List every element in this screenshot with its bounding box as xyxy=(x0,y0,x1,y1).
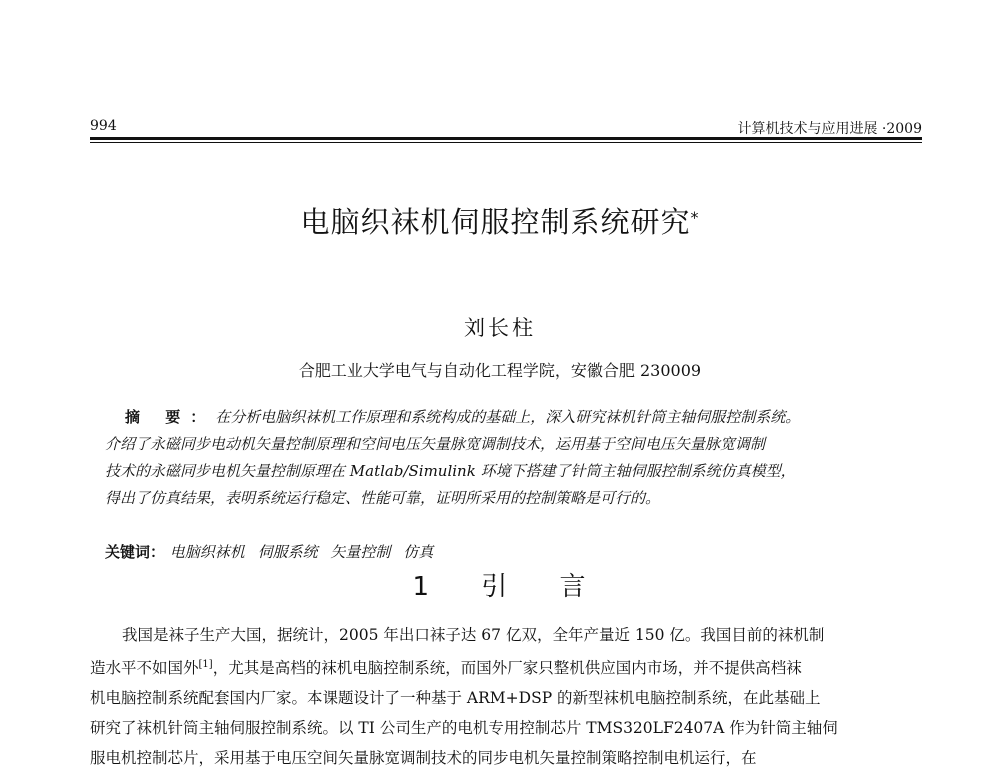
section-heading xyxy=(0,566,1000,603)
keywords xyxy=(105,539,905,566)
abstract-line-3: 技术的永磁同步电机矢量控制原理在 Matlab/Simulink 环境下搭建了针筒主轴伺服控制系统仿真模型， xyxy=(105,462,796,480)
journal-name: 计算机技术与应用进展 ·2009 xyxy=(737,121,922,137)
page-number: 994 xyxy=(90,118,117,134)
header-rule-thin xyxy=(90,142,922,143)
body-line-4: 研究了袜机针筒主轴伺服控制系统。以 TI 公司生产的电机专用控制芯片 TMS320LF2407A 作为针筒主轴伺 xyxy=(90,719,838,738)
keyword-item: 电脑织袜机 xyxy=(169,543,245,561)
abstract-line-2: 介绍了永磁同步电动机矢量控制原理和空间电压矢量脉宽调制技术，运用基于空间电压矢量脉宽调制 xyxy=(105,435,766,453)
keyword-item: 矢量控制 xyxy=(330,543,391,561)
header-rule-thick xyxy=(90,137,922,140)
abstract-line-1: 摘 要：在分析电脑织袜机工作原理和系统构成的基础上，深入研究袜机针筒主轴伺服控制系统。 xyxy=(125,408,801,426)
body-line-2: 造水平不如国外[1]，尤其是高档的袜机电脑控制系统，而国外厂家只整机供应国内市场，并不提供高档袜 xyxy=(90,659,802,678)
keyword-item: 仿真 xyxy=(403,543,434,561)
section-title: 引 言 xyxy=(481,572,588,602)
body-line-3: 机电脑控制系统配套国内厂家。本课题设计了一种基于 ARM+DSP 的新型袜机电脑控制系统，在此基础上 xyxy=(90,689,821,708)
abstract-label: 摘 要： xyxy=(125,408,216,426)
paper-title-text: 电脑织袜机伺服控制系统研究 xyxy=(300,205,691,239)
section-number: 1 xyxy=(412,572,431,602)
body-paragraph xyxy=(90,620,920,773)
citation-ref: [1] xyxy=(198,659,213,670)
paper-title xyxy=(0,205,1000,239)
author-affiliation: 合肥工业大学电气与自动化工程学院，安徽合肥 230009 xyxy=(298,361,702,380)
keyword-item: 伺服系统 xyxy=(257,543,318,561)
author-name: 刘长柱 xyxy=(464,316,536,340)
abstract-line-4: 得出了仿真结果，表明系统运行稳定、性能可靠，证明所采用的控制策略是可行的。 xyxy=(105,489,661,507)
abstract xyxy=(105,404,905,512)
body-line-5: 服电机控制芯片，采用基于电压空间矢量脉宽调制技术的同步电机矢量控制策略控制电机运行，在 xyxy=(90,749,757,768)
title-footnote-mark: * xyxy=(690,208,700,227)
body-line-1: 我国是袜子生产大国，据统计，2005 年出口袜子达 67 亿双，全年产量近 150 亿。我国目前的袜机制 xyxy=(122,626,825,644)
keywords-label: 关键词： xyxy=(105,543,166,561)
